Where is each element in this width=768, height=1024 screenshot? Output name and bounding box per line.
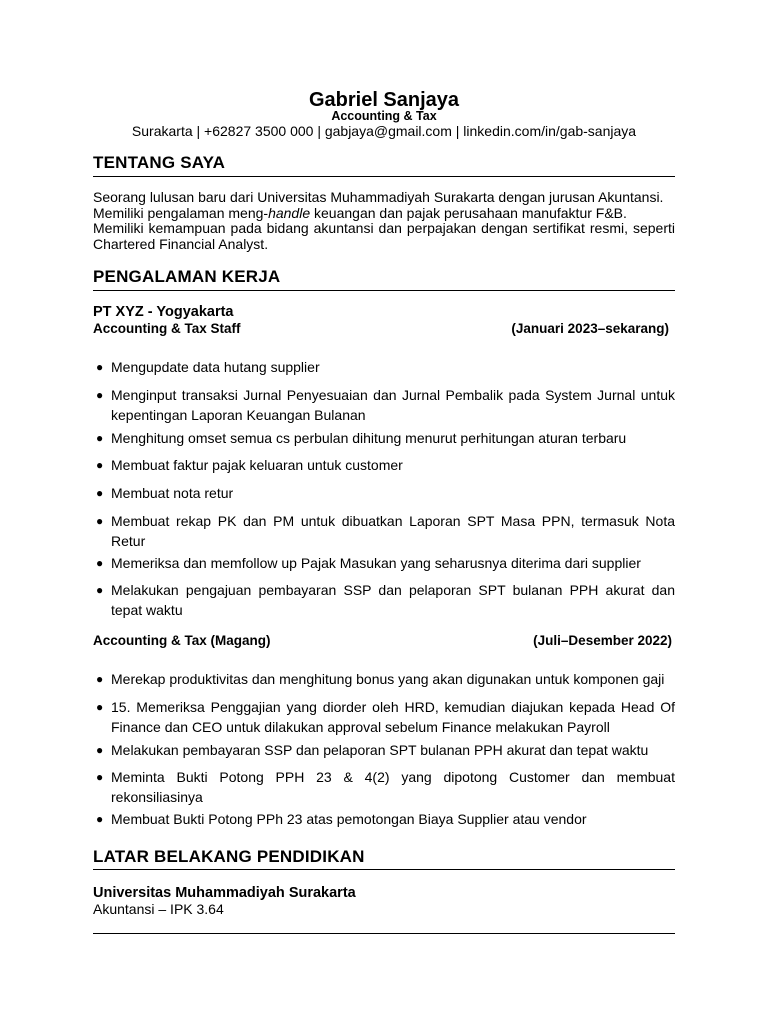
- about-line-2: Memiliki pengalaman meng-handle keuangan dan pajak perusahaan manufaktur F&B.: [93, 204, 627, 221]
- list-item: ● Mengupdate data hutang supplier: [96, 359, 320, 375]
- job-header-1: [93, 321, 675, 336]
- section-divider: [93, 290, 675, 291]
- job-period: (Januari 2023–sekarang): [511, 321, 669, 336]
- list-item: ● Membuat nota retur: [96, 485, 234, 501]
- section-title-experience: PENGALAMAN KERJA: [93, 267, 281, 286]
- job-role: Accounting & Tax (Magang): [93, 633, 271, 648]
- education-detail: Akuntansi – IPK 3.64: [93, 901, 224, 917]
- list-item: ● Menghitung omset semua cs perbulan dihitung menurut perhitungan aturan terbaru: [96, 430, 627, 446]
- list-item: ● Melakukan pengajuan pembayaran SSP dan pelaporan SPT bulanan PPH akurat dan tepat waktu: [96, 582, 675, 618]
- job-role: Accounting & Tax Staff: [93, 321, 241, 336]
- list-item: ● Membuat faktur pajak keluaran untuk customer: [96, 457, 403, 473]
- about-line-3: Memiliki kemampuan pada bidang akuntansi dan perpajakan dengan sertifikat resmi, seperti Chartered Financial Analyst.: [93, 220, 675, 252]
- footer-divider: [93, 933, 675, 934]
- list-item: ● Memeriksa dan memfollow up Pajak Masukan yang seharusnya diterima dari supplier: [96, 555, 641, 571]
- job-period: (Juli–Desember 2022): [533, 633, 672, 648]
- section-divider: [93, 176, 675, 177]
- list-item: ● Membuat Bukti Potong PPh 23 atas pemotongan Biaya Supplier atau vendor: [96, 811, 587, 827]
- company-name: PT XYZ - Yogyakarta: [93, 304, 234, 320]
- list-item: ● Meminta Bukti Potong PPH 23 & 4(2) yang dipotong Customer dan membuat rekonsiliasinya: [96, 769, 675, 805]
- section-title-about: TENTANG SAYA: [93, 153, 226, 172]
- about-line-1: Seorang lulusan baru dari Universitas Muhammadiyah Surakarta dengan jurusan Akuntansi.: [93, 189, 664, 205]
- list-item: ● Menginput transaksi Jurnal Penyesuaian dan Jurnal Pembalik pada System Jurnal untuk kepentingan Laporan Keuangan Bulanan: [96, 387, 675, 423]
- candidate-name: Gabriel Sanjaya: [308, 89, 460, 111]
- education-school: Universitas Muhammadiyah Surakarta: [93, 885, 356, 901]
- section-title-education: LATAR BELAKANG PENDIDIKAN: [93, 847, 365, 866]
- about-text: [93, 190, 675, 252]
- contact-line: Surakarta | +62827 3500 000 | gabjaya@gmail.com | linkedin.com/in/gab-sanjaya: [131, 123, 637, 139]
- list-item: ● Melakukan pembayaran SSP dan pelaporan SPT bulanan PPH akurat dan tepat waktu: [96, 742, 649, 758]
- section-divider: [93, 869, 675, 870]
- list-item: ● Membuat rekap PK dan PM untuk dibuatkan Laporan SPT Masa PPN, termasuk Nota Retur: [96, 513, 675, 549]
- job-header-2: [93, 633, 675, 648]
- candidate-role: Accounting & Tax: [331, 109, 437, 123]
- list-item: ● 15. Memeriksa Penggajian yang diorder oleh HRD, kemudian diajukan kepada Head Of Finance dan CEO untuk dilakukan approval sebelum Finance melakukan Payroll: [96, 699, 675, 735]
- list-item: ● Merekap produktivitas dan menghitung bonus yang akan digunakan untuk komponen gaji: [96, 671, 665, 687]
